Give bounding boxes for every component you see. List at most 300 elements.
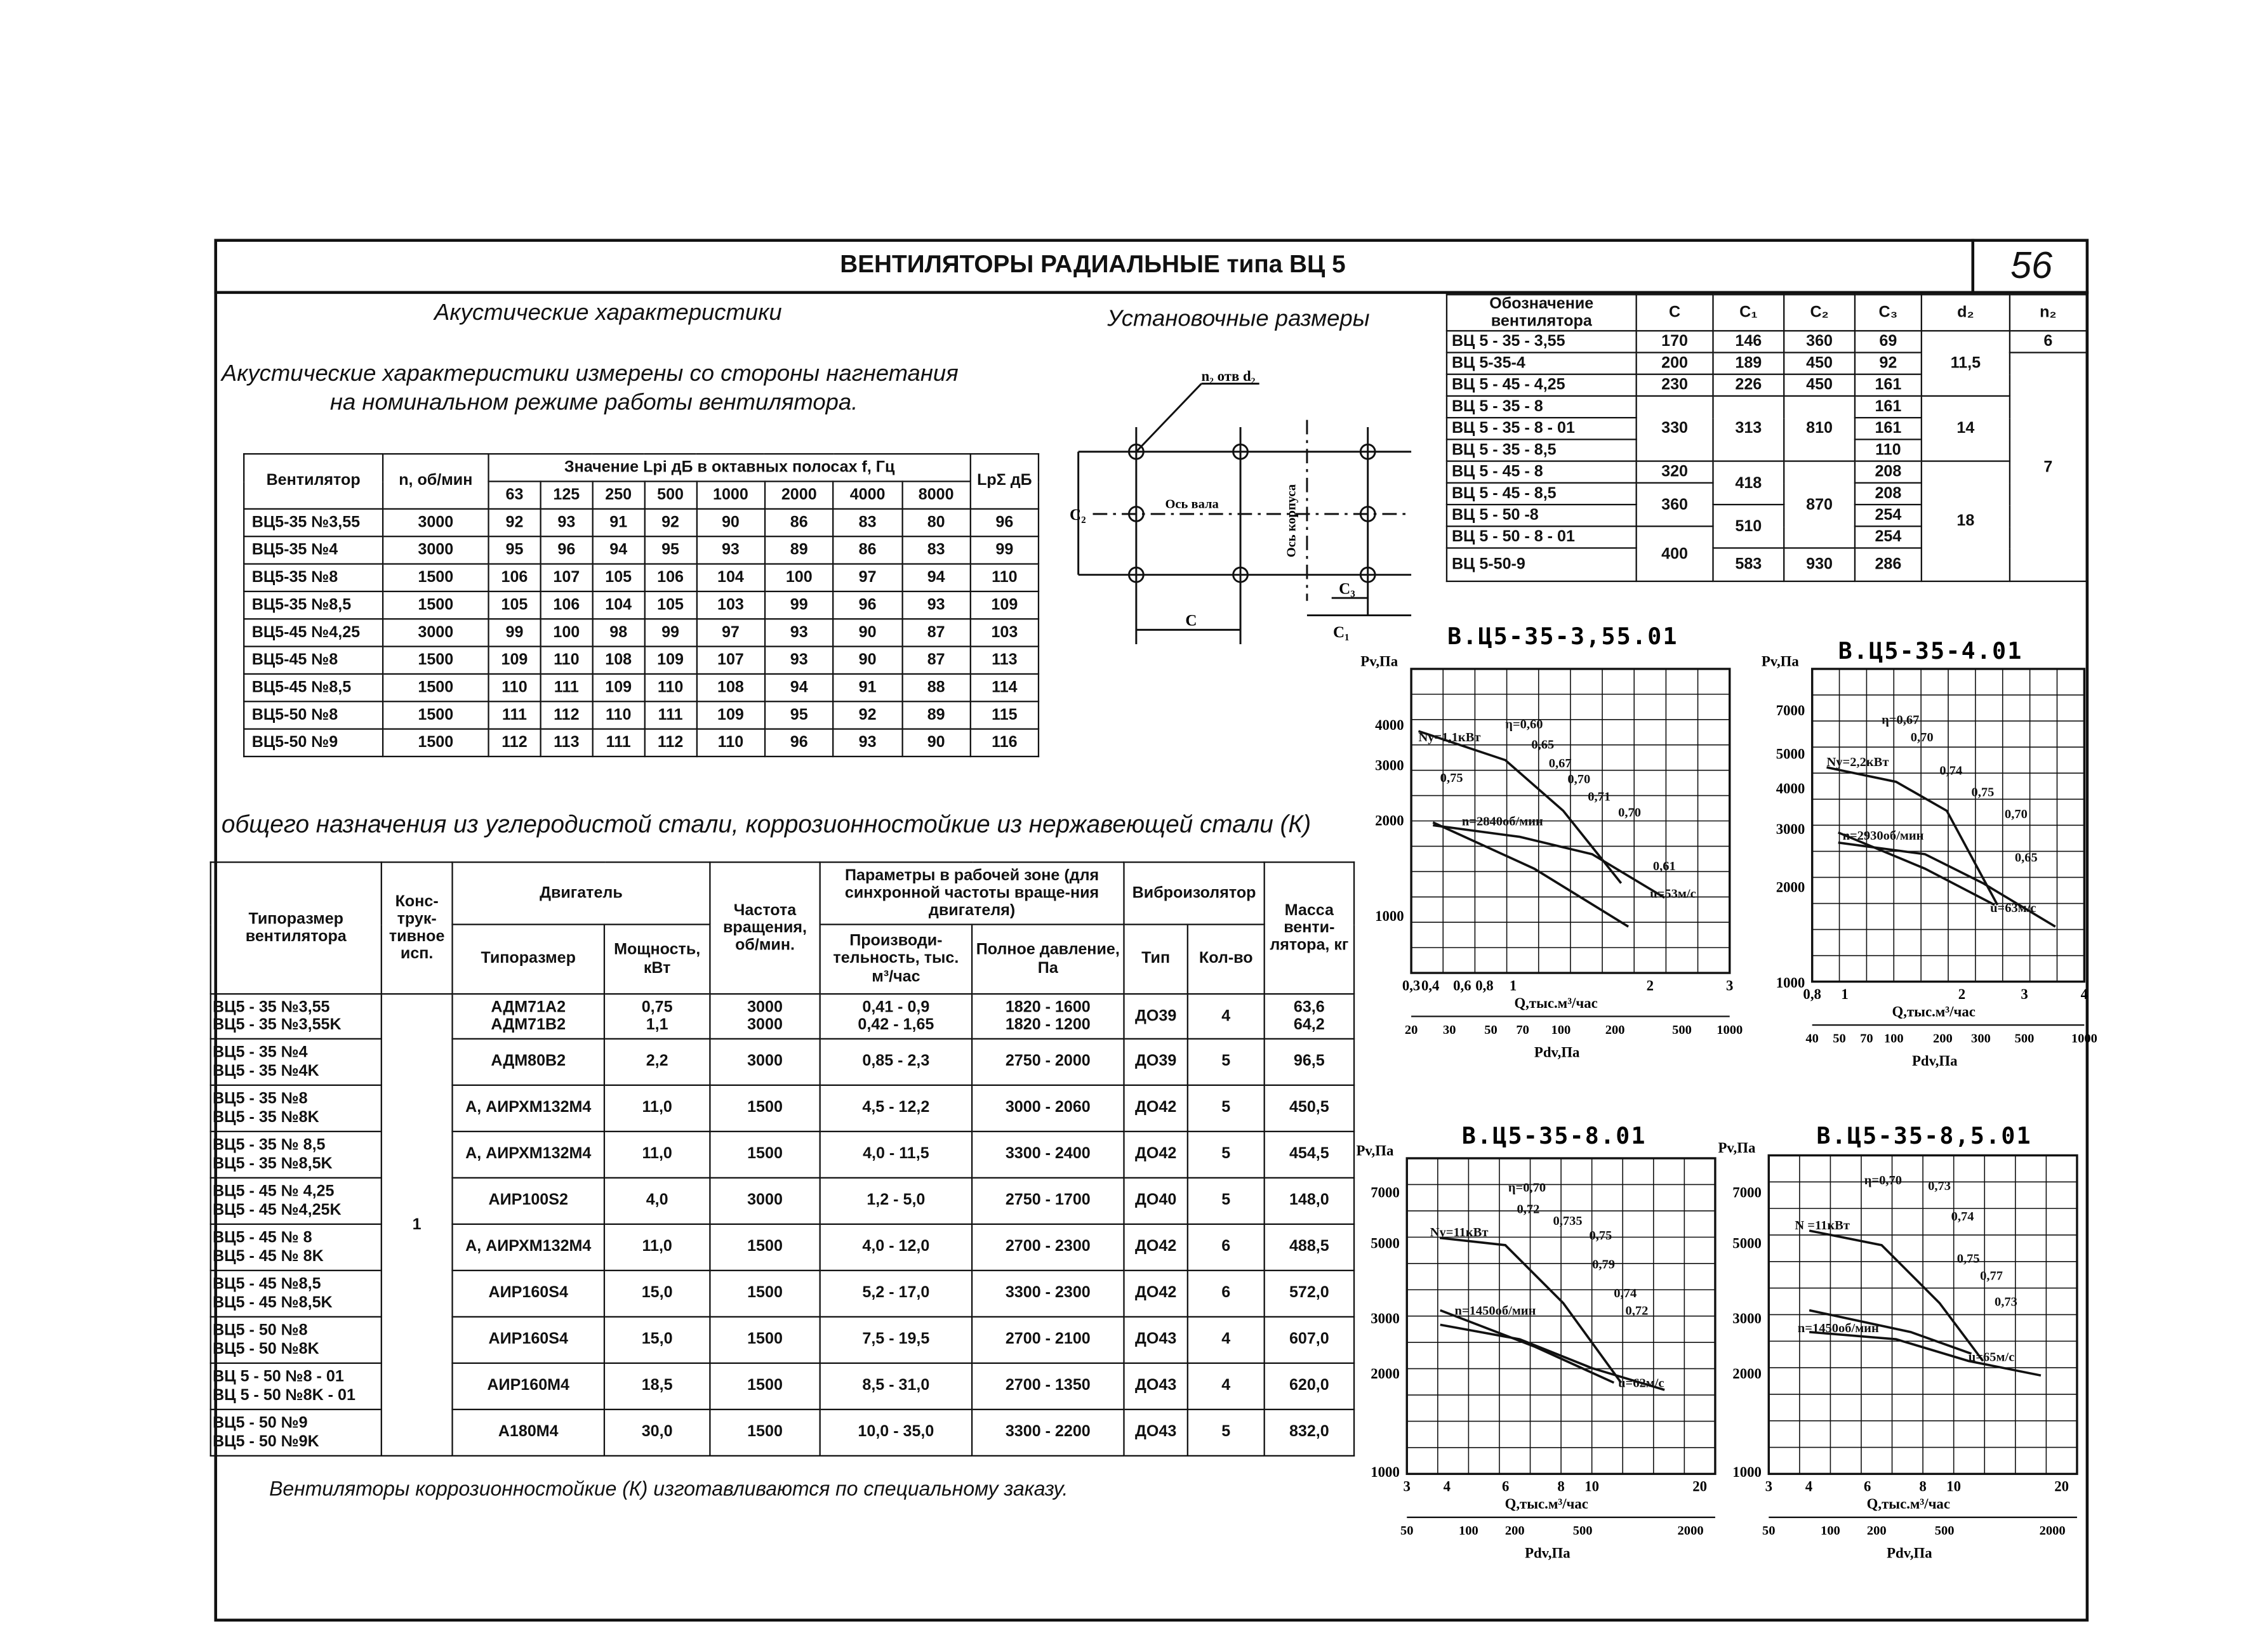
level-cell: 112 xyxy=(644,729,696,757)
level-cell: 94 xyxy=(765,674,833,701)
level-cell: 105 xyxy=(489,591,541,619)
dim-c: C xyxy=(1185,612,1197,630)
level-cell: 89 xyxy=(765,536,833,564)
band-header: 1000 xyxy=(696,482,765,509)
y-tick-label: 1000 xyxy=(1375,908,1404,924)
level-cell: 111 xyxy=(489,701,541,729)
dim-d2-val: 11,5 xyxy=(1922,331,2010,397)
x-tick-label: 3 xyxy=(1726,977,1734,994)
y-axis-label: Pv,Па xyxy=(1356,1142,1394,1159)
y-tick-label: 7000 xyxy=(1776,702,1805,718)
x2-tick-label: 300 xyxy=(1971,1031,1991,1046)
n-cell: 1500 xyxy=(383,701,488,729)
vq-cell: 4 xyxy=(1188,1363,1265,1410)
dim-c2-val: 360 xyxy=(1784,331,1855,353)
level-cell: 90 xyxy=(696,509,765,536)
acoustics-note-2: на номинальном режиме работы вентилятора. xyxy=(329,390,858,416)
x2-tick-label: 200 xyxy=(1504,1524,1525,1538)
size-cell xyxy=(211,1224,382,1271)
x2-tick-label: 200 xyxy=(1866,1524,1887,1538)
mass-cell: 607,0 xyxy=(1265,1317,1354,1363)
level-cell: 111 xyxy=(592,729,644,757)
table-row xyxy=(244,509,1039,536)
pressure-cell: 2700 - 1350 xyxy=(972,1363,1124,1410)
speed-cell: 3000 3000 xyxy=(710,994,820,1039)
level-cell: 110 xyxy=(592,701,644,729)
motor-cell: А180М4 xyxy=(453,1410,604,1456)
band-header: 63 xyxy=(489,482,541,509)
dim-c-val: 200 xyxy=(1637,353,1713,374)
speed-cell: 1500 xyxy=(710,1271,820,1317)
pressure-cell: 3300 - 2400 xyxy=(972,1132,1124,1178)
n-cell: 3000 xyxy=(383,536,488,564)
holes-label: n₂ отв d₂ xyxy=(1201,369,1256,384)
x2-tick-label: 100 xyxy=(1459,1524,1478,1538)
level-cell: 92 xyxy=(644,509,696,536)
fan-cell: ВЦ5-45 №8,5 xyxy=(244,674,383,701)
col-vtype: Тип xyxy=(1124,925,1187,995)
level-cell: 97 xyxy=(833,564,902,591)
acoustics-note-1: Акустические характеристики измерены со стороны нагнетания xyxy=(221,362,959,387)
footnote: Вентиляторы коррозионностойкие (К) изготавливаются по специальному заказу. xyxy=(269,1476,1068,1500)
col-motor: Двигатель xyxy=(453,862,710,925)
size-name: ВЦ5 - 50 №9 xyxy=(213,1415,308,1433)
curve-annotation: 0,75 xyxy=(1440,770,1463,785)
dim-n2-val: 7 xyxy=(2010,353,2087,581)
mass-cell: 148,0 xyxy=(1265,1178,1354,1224)
x-tick-label: 0,6 xyxy=(1453,977,1471,994)
level-cell: 95 xyxy=(489,536,541,564)
fan-cell: ВЦ5-50 №9 xyxy=(244,729,383,757)
power-cell: 11,0 xyxy=(604,1224,710,1271)
power-cell: 15,0 xyxy=(604,1317,710,1363)
dim-col-name: Обозначение вентилятора xyxy=(1447,294,1637,331)
col-mass: Масса венти-лятора, кг xyxy=(1265,862,1354,995)
x-tick-label: 8 xyxy=(1557,1478,1565,1495)
shaft-axis-label: Ось вала xyxy=(1165,497,1219,512)
dim-c-val: 360 xyxy=(1637,483,1713,526)
level-cell: 91 xyxy=(833,674,902,701)
col-n: n, об/мин xyxy=(383,454,488,509)
curve-annotation: n=2840об/мин xyxy=(1461,814,1543,829)
x-tick-label: 3 xyxy=(2021,986,2028,1003)
dim-col-c: C xyxy=(1637,294,1713,331)
col-fan: Вентилятор xyxy=(244,454,383,509)
size-name: ВЦ5 - 35 №3,55 xyxy=(213,998,330,1017)
curve-annotation: u=65м/с xyxy=(1968,1350,2015,1365)
dim-name: ВЦ 5 - 50 -8 xyxy=(1447,505,1637,526)
level-cell: 105 xyxy=(644,591,696,619)
x2-tick-label: 1000 xyxy=(2071,1031,2097,1046)
dim-col-d2: d₂ xyxy=(1922,294,2010,331)
vt-cell: ДО43 xyxy=(1124,1363,1187,1410)
curve-annotation: 0,65 xyxy=(2014,850,2038,865)
dim-c1-val: 510 xyxy=(1713,505,1784,548)
pressure-cell: 3000 - 2060 xyxy=(972,1085,1124,1132)
dim-c3-val: 161 xyxy=(1855,374,1922,396)
flow-cell: 4,0 - 12,0 xyxy=(820,1224,972,1271)
lp-cell: 116 xyxy=(971,729,1039,757)
curve-annotation: 0,65 xyxy=(1531,737,1555,752)
acoustics-table xyxy=(243,453,1039,757)
chart-title: В.Ц5-35-4.01 xyxy=(1838,637,2023,664)
pressure-cell: 3300 - 2200 xyxy=(972,1410,1124,1456)
vt-cell: ДО40 xyxy=(1124,1178,1187,1224)
curve-annotation: 0,735 xyxy=(1553,1213,1583,1228)
body-axis-label: Ось корпуса xyxy=(1284,484,1299,558)
level-cell: 98 xyxy=(592,619,644,646)
curve-annotation: Ny=1,1кВт xyxy=(1418,730,1481,745)
table-row xyxy=(244,536,1039,564)
dim-c-val: 170 xyxy=(1637,331,1713,353)
lp-cell: 115 xyxy=(971,701,1039,729)
level-cell: 100 xyxy=(765,564,833,591)
curve-annotation: Ny=11кВт xyxy=(1430,1226,1489,1240)
installation-heading: Установочные размеры xyxy=(1107,307,1370,332)
x2-tick-label: 200 xyxy=(1933,1031,1953,1046)
y-tick-label: 5000 xyxy=(1732,1235,1762,1252)
level-cell: 93 xyxy=(833,729,902,757)
curve-annotation: n=2930об/мин xyxy=(1842,829,1924,843)
x-tick-label: 1 xyxy=(1841,986,1849,1003)
lp-cell: 110 xyxy=(971,564,1039,591)
dim-col-c2: C₂ xyxy=(1784,294,1855,331)
mass-cell: 572,0 xyxy=(1265,1271,1354,1317)
col-constr: Конс-трук-тивное исп. xyxy=(382,862,453,995)
level-cell: 93 xyxy=(765,647,833,674)
level-cell: 106 xyxy=(489,564,541,591)
x2-tick-label: 500 xyxy=(1672,1022,1692,1037)
y-tick-label: 1000 xyxy=(1732,1464,1762,1480)
curve-annotation: 0,72 xyxy=(1517,1202,1540,1217)
x2-tick-label: 50 xyxy=(1762,1524,1776,1538)
y-tick-label: 7000 xyxy=(1732,1184,1762,1201)
curve-annotation: u=62м/с xyxy=(1618,1376,1664,1391)
main-heading: общего назначения из углеродистой стали, коррозионностойкие из нержавеющей стали (К) xyxy=(221,810,1312,838)
col-params: Параметры в рабочей зоне (для синхронной частоты враще-ния двигателя) xyxy=(820,862,1124,925)
dim-name: ВЦ 5 - 35 - 8 - 01 xyxy=(1447,418,1637,440)
y-tick-label: 2000 xyxy=(1375,812,1404,829)
level-cell: 107 xyxy=(696,647,765,674)
power-cell: 30,0 xyxy=(604,1410,710,1456)
size-name: ВЦ5 - 45 № 8 xyxy=(213,1229,312,1248)
x-tick-label: 3 xyxy=(1765,1478,1772,1495)
x-tick-label: 6 xyxy=(1863,1478,1871,1495)
curve-annotation: 0,71 xyxy=(1588,790,1611,804)
x-tick-label: 0,8 xyxy=(1803,986,1821,1003)
x2-tick-label: 2000 xyxy=(1677,1524,1704,1538)
size-name: ВЦ5 - 45 №8,5 xyxy=(213,1276,321,1294)
table-row xyxy=(211,994,1354,1039)
x-tick-label: 10 xyxy=(1946,1478,1962,1495)
mass-cell: 96,5 xyxy=(1265,1039,1354,1085)
x2-tick-label: 50 xyxy=(1400,1524,1414,1538)
power-cell: 15,0 xyxy=(604,1271,710,1317)
curve-annotation: Ny=2,2кВт xyxy=(1826,755,1889,769)
size-name: ВЦ5 - 35 №8 xyxy=(213,1090,308,1109)
level-cell: 99 xyxy=(644,619,696,646)
level-cell: 108 xyxy=(592,647,644,674)
motor-cell: АИР160S4 xyxy=(453,1271,604,1317)
speed-cell: 1500 xyxy=(710,1317,820,1363)
col-motor-type: Типоразмер xyxy=(453,925,604,995)
fans-table xyxy=(210,861,1355,1457)
dim-d2-val: 14 xyxy=(1922,396,2010,461)
pressure-cell: 3300 - 2300 xyxy=(972,1271,1124,1317)
x2-axis-label: Pdv,Па xyxy=(1534,1044,1580,1061)
y-tick-label: 4000 xyxy=(1375,717,1404,733)
x-tick-label: 0,8 xyxy=(1475,977,1494,994)
col-vibro: Виброизолятор xyxy=(1124,862,1264,925)
size-cell xyxy=(211,1132,382,1178)
level-cell: 86 xyxy=(833,536,902,564)
level-cell: 112 xyxy=(489,729,541,757)
dim-c1-val: 146 xyxy=(1713,331,1784,353)
vt-cell: ДО42 xyxy=(1124,1271,1187,1317)
dim-c2-val: 450 xyxy=(1784,374,1855,396)
col-lp: LpΣ дБ xyxy=(971,454,1039,509)
level-cell: 94 xyxy=(592,536,644,564)
size-name-k: ВЦ5 - 50 №9K xyxy=(213,1432,319,1450)
n-cell: 1500 xyxy=(383,729,488,757)
level-cell: 90 xyxy=(902,729,971,757)
dim-c1-val: 313 xyxy=(1713,396,1784,461)
dim-c3-val: 69 xyxy=(1855,331,1922,353)
power-cell: 4,0 xyxy=(604,1178,710,1224)
vq-cell: 5 xyxy=(1188,1410,1265,1456)
size-name: ВЦ5 - 50 №8 xyxy=(213,1322,308,1340)
level-cell: 103 xyxy=(696,591,765,619)
mass-cell: 63,6 64,2 xyxy=(1265,994,1354,1039)
size-name-k: ВЦ 5 - 50 №8K - 01 xyxy=(213,1386,355,1404)
x2-tick-label: 40 xyxy=(1805,1031,1819,1046)
dim-c3-val: 110 xyxy=(1855,440,1922,461)
level-cell: 93 xyxy=(902,591,971,619)
curve-annotation: η=0,70 xyxy=(1508,1180,1546,1195)
dim-c1: C₁ xyxy=(1332,623,1350,641)
x-tick-label: 0,4 xyxy=(1421,977,1440,994)
size-cell xyxy=(211,1317,382,1363)
speed-cell: 3000 xyxy=(710,1178,820,1224)
dim-c2-val: 450 xyxy=(1784,353,1855,374)
pressure-cell: 2750 - 2000 xyxy=(972,1039,1124,1085)
flow-cell: 8,5 - 31,0 xyxy=(820,1363,972,1410)
y-axis-label: Pv,Па xyxy=(1718,1139,1756,1156)
y-tick-label: 3000 xyxy=(1371,1311,1400,1327)
curve-annotation: 0,67 xyxy=(1548,757,1572,771)
lp-cell: 114 xyxy=(971,674,1039,701)
size-cell xyxy=(211,1039,382,1085)
dim-c-val: 330 xyxy=(1637,396,1713,461)
dim-c2-val: 930 xyxy=(1784,548,1855,581)
dim-c1-val: 189 xyxy=(1713,353,1784,374)
size-name: ВЦ5 - 35 №4 xyxy=(213,1044,308,1062)
x-tick-label: 1 xyxy=(1509,977,1517,994)
n-cell: 1500 xyxy=(383,564,488,591)
y-tick-label: 5000 xyxy=(1371,1235,1400,1252)
fan-cell: ВЦ5-45 №4,25 xyxy=(244,619,383,646)
level-cell: 95 xyxy=(644,536,696,564)
size-name-k: ВЦ5 - 35 №8,5K xyxy=(213,1154,333,1172)
level-cell: 110 xyxy=(696,729,765,757)
dim-c3-val: 286 xyxy=(1855,548,1922,581)
level-cell: 106 xyxy=(644,564,696,591)
vt-cell: ДО39 xyxy=(1124,1039,1187,1085)
y-tick-label: 5000 xyxy=(1776,746,1805,762)
level-cell: 100 xyxy=(540,619,592,646)
x2-tick-label: 50 xyxy=(1833,1031,1846,1046)
curve-annotation: n=1450об/мин xyxy=(1454,1304,1536,1318)
level-cell: 94 xyxy=(902,564,971,591)
speed-cell: 1500 xyxy=(710,1085,820,1132)
curve-annotation: 0,79 xyxy=(1592,1257,1616,1272)
level-cell: 96 xyxy=(540,536,592,564)
motor-cell: А, АИРХМ132М4 xyxy=(453,1085,604,1132)
level-cell: 87 xyxy=(902,647,971,674)
vq-cell: 5 xyxy=(1188,1039,1265,1085)
x-tick-label: 6 xyxy=(1501,1478,1510,1495)
speed-cell: 1500 xyxy=(710,1363,820,1410)
level-cell: 83 xyxy=(902,536,971,564)
vq-cell: 4 xyxy=(1188,994,1265,1039)
x-tick-label: 2 xyxy=(1646,977,1654,994)
x2-tick-label: 20 xyxy=(1404,1022,1418,1037)
size-name-k: ВЦ5 - 35 №8K xyxy=(213,1108,319,1126)
x-tick-label: 8 xyxy=(1919,1478,1927,1495)
level-cell: 109 xyxy=(644,647,696,674)
flow-cell: 1,2 - 5,0 xyxy=(820,1178,972,1224)
level-cell: 109 xyxy=(696,701,765,729)
lp-cell: 99 xyxy=(971,536,1039,564)
table-row xyxy=(244,564,1039,591)
motor-cell: АДМ80В2 xyxy=(453,1039,604,1085)
x2-axis-label: Pdv,Па xyxy=(1887,1545,1932,1561)
level-cell: 80 xyxy=(902,509,971,536)
level-cell: 83 xyxy=(833,509,902,536)
curve-annotation: 0,74 xyxy=(1939,763,1963,778)
n-cell: 3000 xyxy=(383,509,488,536)
x2-tick-label: 200 xyxy=(1605,1022,1625,1037)
dim-name: ВЦ 5-50-9 xyxy=(1447,548,1637,581)
level-cell: 109 xyxy=(592,674,644,701)
dim-name: ВЦ 5 - 50 - 8 - 01 xyxy=(1447,527,1637,548)
level-cell: 86 xyxy=(765,509,833,536)
chart-title: В.Ц5-35-3,55.01 xyxy=(1447,623,1678,651)
band-header: 500 xyxy=(644,482,696,509)
level-cell: 93 xyxy=(765,619,833,646)
level-cell: 113 xyxy=(540,729,592,757)
lp-cell: 96 xyxy=(971,509,1039,536)
motor-cell: А, АИРХМ132М4 xyxy=(453,1224,604,1271)
dim-name: ВЦ 5 - 45 - 8 xyxy=(1447,461,1637,483)
curve-annotation: 0,70 xyxy=(1567,772,1591,787)
dim-c-val: 320 xyxy=(1637,461,1713,483)
band-header: 8000 xyxy=(902,482,971,509)
size-name-k: ВЦ5 - 35 №3,55K xyxy=(213,1016,342,1034)
flow-cell: 4,0 - 11,5 xyxy=(820,1132,972,1178)
flow-cell: 4,5 - 12,2 xyxy=(820,1085,972,1132)
n-cell: 3000 xyxy=(383,619,488,646)
x2-tick-label: 2000 xyxy=(2039,1524,2066,1538)
curve-annotation: N =11кВт xyxy=(1795,1218,1850,1232)
vq-cell: 5 xyxy=(1188,1085,1265,1132)
level-cell: 90 xyxy=(833,619,902,646)
vq-cell: 6 xyxy=(1188,1271,1265,1317)
x2-tick-label: 100 xyxy=(1821,1524,1840,1538)
level-cell: 109 xyxy=(489,647,541,674)
pressure-cell: 1820 - 1600 1820 - 1200 xyxy=(972,994,1124,1039)
level-cell: 87 xyxy=(902,619,971,646)
level-cell: 96 xyxy=(765,729,833,757)
vt-cell: ДО43 xyxy=(1124,1410,1187,1456)
dim-c2: C₂ xyxy=(1069,506,1086,524)
y-tick-label: 2000 xyxy=(1371,1365,1400,1382)
mass-cell: 454,5 xyxy=(1265,1132,1354,1178)
level-cell: 108 xyxy=(696,674,765,701)
n-cell: 1500 xyxy=(383,647,488,674)
table-row xyxy=(244,701,1039,729)
level-cell: 96 xyxy=(833,591,902,619)
dim-c3-val: 208 xyxy=(1855,483,1922,505)
vt-cell: ДО43 xyxy=(1124,1317,1187,1363)
curve-annotation: η=0,60 xyxy=(1505,717,1543,732)
speed-cell: 1500 xyxy=(710,1224,820,1271)
table-row xyxy=(244,619,1039,646)
level-cell: 93 xyxy=(696,536,765,564)
band-header: 4000 xyxy=(833,482,902,509)
acoustics-heading: Акустические характеристики xyxy=(434,301,782,326)
y-tick-label: 1000 xyxy=(1371,1464,1400,1480)
x-tick-label: 4 xyxy=(2080,986,2089,1003)
dim-c1-val: 583 xyxy=(1713,548,1784,581)
dim-c3-val: 254 xyxy=(1855,505,1922,526)
dim-name: ВЦ 5 - 35 - 8,5 xyxy=(1447,440,1637,461)
speed-cell: 1500 xyxy=(710,1132,820,1178)
lp-cell: 103 xyxy=(971,619,1039,646)
dim-c1-val: 418 xyxy=(1713,461,1784,505)
mass-cell: 450,5 xyxy=(1265,1085,1354,1132)
band-header: 250 xyxy=(592,482,644,509)
x2-tick-label: 500 xyxy=(1572,1524,1593,1538)
col-speed: Частота вращения, об/мин. xyxy=(710,862,820,995)
x2-tick-label: 500 xyxy=(1934,1524,1955,1538)
dim-c3-val: 208 xyxy=(1855,461,1922,483)
x-axis-label: Q,тыс.м³/час xyxy=(1892,1003,1976,1020)
x-tick-label: 10 xyxy=(1584,1478,1600,1495)
level-cell: 91 xyxy=(592,509,644,536)
installation-drawing xyxy=(1064,369,1426,644)
x-tick-label: 0,3 xyxy=(1402,977,1421,994)
curve-annotation: η=0,70 xyxy=(1864,1173,1903,1188)
level-cell: 104 xyxy=(696,564,765,591)
speed-cell: 1500 xyxy=(710,1410,820,1456)
lp-cell: 109 xyxy=(971,591,1039,619)
size-name-k: ВЦ5 - 45 №4,25K xyxy=(213,1201,342,1219)
fan-cell: ВЦ5-35 №8 xyxy=(244,564,383,591)
curve-annotation: 0,72 xyxy=(1625,1304,1649,1318)
motor-cell: А, АИРХМ132М4 xyxy=(453,1132,604,1178)
x-tick-label: 20 xyxy=(1692,1478,1708,1495)
curve-annotation: 0,75 xyxy=(1589,1228,1612,1243)
dim-name: ВЦ 5 - 45 - 8,5 xyxy=(1447,483,1637,505)
col-pressure: Полное давление, Па xyxy=(972,925,1124,995)
vt-cell: ДО42 xyxy=(1124,1132,1187,1178)
flow-cell: 7,5 - 19,5 xyxy=(820,1317,972,1363)
x2-tick-label: 100 xyxy=(1551,1022,1571,1037)
level-cell: 110 xyxy=(489,674,541,701)
x-tick-label: 4 xyxy=(1805,1478,1813,1495)
y-tick-label: 3000 xyxy=(1776,821,1805,838)
